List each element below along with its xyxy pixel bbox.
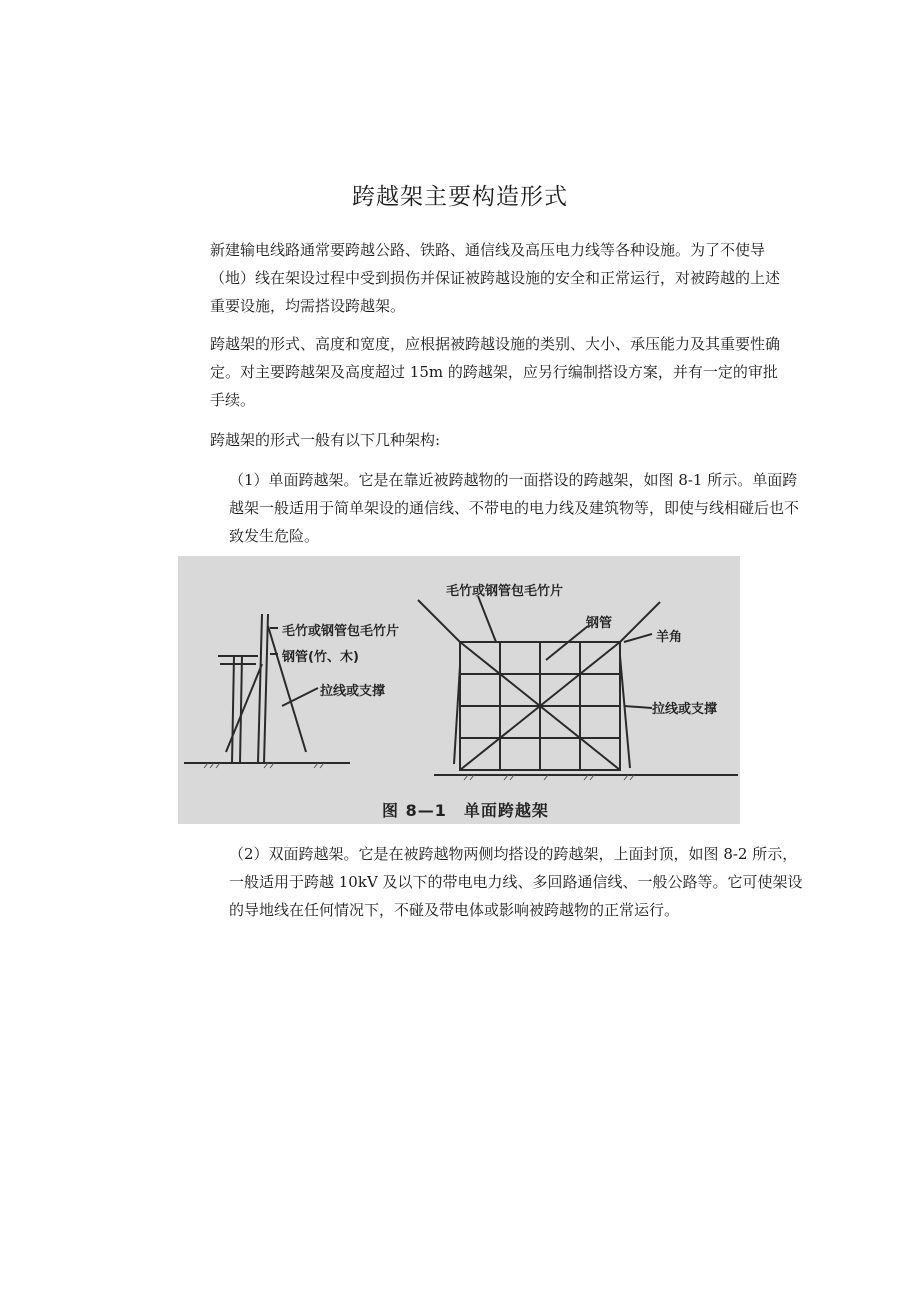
label-pipe-right: 钢管 (586, 616, 613, 631)
paragraph-2: 跨越架的形式、高度和宽度，应根据被跨越设施的类别、大小、承压能力及其重要性确定。对主要跨越架及高度超过 15m 的跨越架，应另行编制搭设方案，并有一定的审批手续。 (210, 335, 781, 409)
frame-pole (258, 614, 262, 763)
paragraph-4: （1）单面跨越架。它是在靠近被跨越物的一面搭设的跨越架，如图 8-1 所示。单面跨越架一般适用于简单架设的通信线、不带电的电力线及建筑物等，即使与线相碰后也不致发生危险。 (229, 471, 800, 545)
label-pipe-left: 钢管(竹、木) (282, 650, 359, 665)
label-guy-right: 拉线或支撑 (652, 702, 718, 717)
horn-left (418, 600, 460, 642)
label-guy-left: 拉线或支撑 (320, 684, 386, 699)
paragraph-1: 新建输电线路通常要跨越公路、铁路、通信线及高压电力线等各种设施。为了不使导（地）线在架设过程中受到损伤并保证被跨越设施的安全和正常运行，对被跨越的上述重要设施，均需搭设跨越架。 (210, 241, 781, 315)
paragraph-5: （2）双面跨越架。它是在被跨越物两侧均搭设的跨越架，上面封顶，如图 8-2 所示，一般适用于跨越 10kV 及以下的带电电力线、多回路通信线、一般公路等。它可使架设的导地线在任何情况下，不碰及带电体或影响被跨越物的正常运行。 (229, 845, 803, 919)
utility-pole (232, 656, 234, 763)
page-title: 跨越架主要构造形式 (352, 184, 568, 210)
label-horn-right: 羊角 (656, 630, 683, 645)
figure-caption: 图 8—1 单面跨越架 (382, 801, 549, 820)
label-bamboo-left: 毛竹或钢管包毛竹片 (282, 624, 400, 639)
label-bamboo-right: 毛竹或钢管包毛竹片 (446, 584, 564, 599)
paragraph-3: 跨越架的形式一般有以下几种架构: (210, 431, 441, 449)
brace-left (226, 664, 262, 752)
guy-right (620, 656, 630, 768)
figure-8-1 (178, 556, 740, 824)
brace-right (268, 626, 306, 752)
horn-right (620, 602, 660, 642)
